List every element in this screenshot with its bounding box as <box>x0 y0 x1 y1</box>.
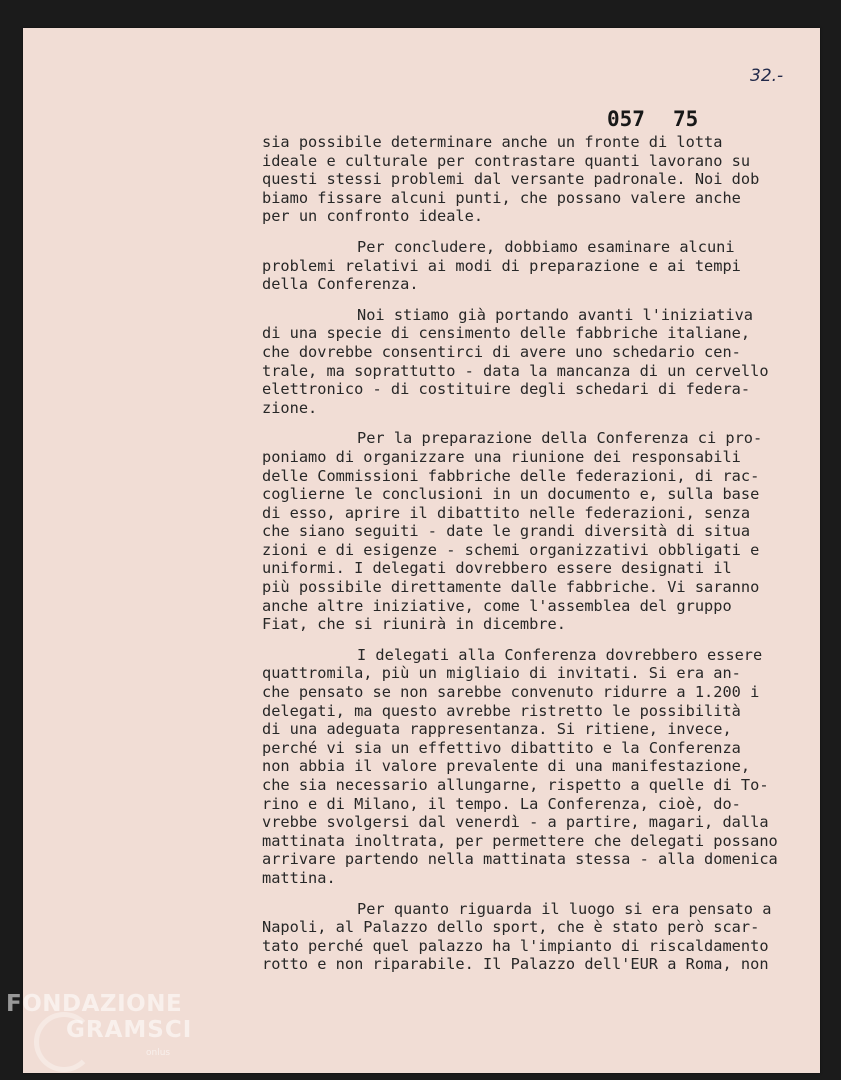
text-line: di esso, aprire il dibattito nelle federazioni, senza <box>262 503 751 522</box>
text-line: che dovrebbe consentirci di avere uno schedario cen- <box>262 342 741 361</box>
archive-codes <box>607 107 726 131</box>
text-line: Per concludere, dobbiamo esaminare alcuni <box>357 237 735 256</box>
paragraph <box>262 900 822 974</box>
text-line: poniamo di organizzare una riunione dei responsabili <box>262 447 741 466</box>
text-line: mattinata inoltrata, per permettere che delegati possano <box>262 831 778 850</box>
text-line: mattina. <box>262 868 336 887</box>
text-line: uniformi. I delegati dovrebbero essere designati il <box>262 559 732 578</box>
paragraph <box>262 133 822 226</box>
text-line: zioni e di esigenze - schemi organizzativi obbligati e <box>262 540 760 559</box>
text-line: Per la preparazione della Conferenza ci pro- <box>357 429 763 448</box>
text-line: questi stessi problemi dal versante padronale. Noi dob <box>262 170 760 189</box>
text-line: problemi relativi ai modi di preparazione e ai tempi <box>262 256 741 275</box>
paragraph <box>262 646 822 888</box>
text-line: che siano seguiti - date le grandi diversità di situa <box>262 522 751 541</box>
text-line: ideale e culturale per contrastare quanti lavorano su <box>262 151 751 170</box>
text-line: vrebbe svolgersi dal venerdì - a partire, magari, dalla <box>262 813 769 832</box>
text-line: coglierne le conclusioni in un documento e, sulla base <box>262 485 760 504</box>
text-line: per un confronto ideale. <box>262 207 484 226</box>
text-line: delle Commissioni fabbriche delle federazioni, di rac- <box>262 466 760 485</box>
text-line: arrivare partendo nella mattinata stessa - alla domenica <box>262 850 778 869</box>
text-line: quattromila, più un migliaio di invitati. Si era an- <box>262 664 741 683</box>
text-line: che pensato se non sarebbe convenuto ridurre a 1.200 i <box>262 683 760 702</box>
fondazione-gramsci-watermark <box>0 988 210 1080</box>
text-line: sia possibile determinare anche un fronte di lotta <box>262 133 723 151</box>
handwritten-page-number: 32.- <box>750 66 784 86</box>
text-line: Per quanto riguarda il luogo si era pensato a <box>357 899 772 918</box>
text-line: elettronico - di costituire degli schedari di federa- <box>262 380 751 399</box>
archive-code-2: 75 <box>672 107 699 131</box>
text-line: di una adeguata rappresentanza. Si ritiene, invece, <box>262 720 732 739</box>
text-line: di una specie di censimento delle fabbriche italiane, <box>262 324 751 343</box>
text-line: zione. <box>262 398 318 417</box>
text-line: più possibile direttamente dalle fabbriche. Vi saranno <box>262 578 760 597</box>
paragraph <box>262 429 822 634</box>
text-line: biamo fissare alcuni punti, che possano valere anche <box>262 188 741 207</box>
archive-code-1: 057 <box>607 107 645 131</box>
watermark-line-3: onlus <box>146 1048 171 1058</box>
text-line: Napoli, al Palazzo dello sport, che è stato però scar- <box>262 918 760 937</box>
text-line: perché vi sia un effettivo dibattito e la Conferenza <box>262 738 741 757</box>
watermark-line-1: FONDAZIONE <box>6 991 183 1017</box>
text-line: Fiat, che si riunirà in dicembre. <box>262 615 566 634</box>
text-line: non abbia il valore prevalente di una manifestazione, <box>262 757 751 776</box>
typewritten-text-body <box>262 133 822 986</box>
paragraph <box>262 238 822 294</box>
text-line: delegati, ma questo avrebbe ristretto le possibilità <box>262 701 741 720</box>
text-line: trale, ma soprattutto - data la mancanza di un cervello <box>262 361 769 380</box>
paragraph <box>262 306 822 418</box>
watermark-line-2: GRAMSCI <box>66 1017 193 1043</box>
text-line: della Conferenza. <box>262 275 419 294</box>
text-line: anche altre iniziative, come l'assemblea del gruppo <box>262 596 732 615</box>
text-line: Noi stiamo già portando avanti l'iniziativa <box>357 305 754 324</box>
text-line: I delegati alla Conferenza dovrebbero essere <box>357 645 763 664</box>
text-line: rino e di Milano, il tempo. La Conferenza, cioè, do- <box>262 794 741 813</box>
text-line: che sia necessario allungarne, rispetto a quelle di To- <box>262 776 769 794</box>
text-line: tato perché quel palazzo ha l'impianto di riscaldamento <box>262 936 769 955</box>
text-line: rotto e non riparabile. Il Palazzo dell'EUR a Roma, non <box>262 955 769 974</box>
